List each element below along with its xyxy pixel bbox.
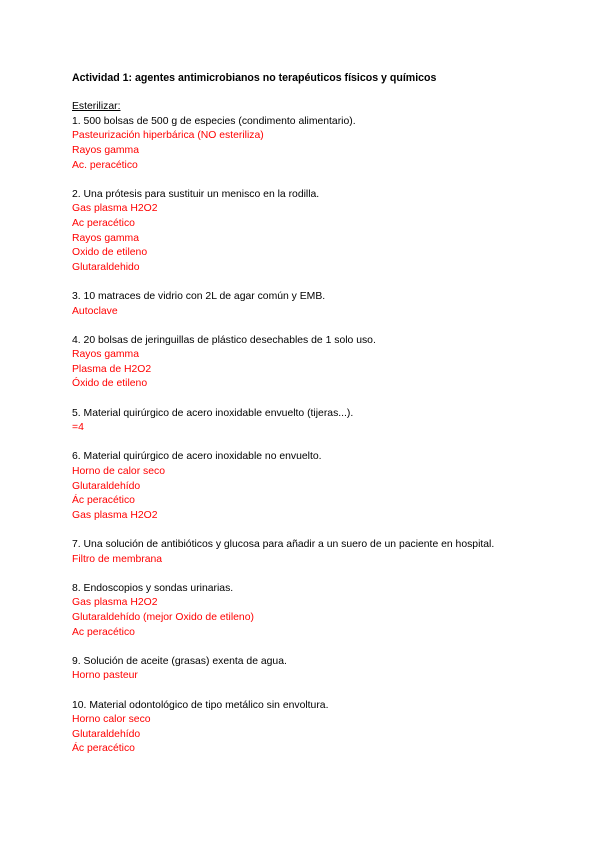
question-text: 10. Material odontológico de tipo metálico sin envoltura. xyxy=(72,699,329,711)
question-text: 4. 20 bolsas de jeringuillas de plástico desechables de 1 solo uso. xyxy=(72,334,376,346)
answer-item: Glutaraldehído xyxy=(72,728,141,740)
answer-item: Rayos gamma xyxy=(72,144,139,156)
document-page xyxy=(72,71,572,772)
question-block-10 xyxy=(72,699,572,757)
answer-item: =4 xyxy=(72,422,84,434)
question-block-2 xyxy=(72,188,572,276)
answer-item: Ác peracético xyxy=(72,743,135,755)
answer-item: Pasteurización hiperbárica (NO esteriliza) xyxy=(72,130,264,142)
answer-item: Gas plasma H2O2 xyxy=(72,509,158,521)
answer-item: Glutaraldehído (mejor Oxido de etileno) xyxy=(72,611,254,623)
answer-item: Horno de calor seco xyxy=(72,466,165,478)
question-block-7 xyxy=(72,538,572,567)
answer-item: Gas plasma H2O2 xyxy=(72,203,158,215)
answer-item: Rayos gamma xyxy=(72,349,139,361)
answer-item: Oxido de etileno xyxy=(72,247,148,259)
answer-item: Rayos gamma xyxy=(72,232,139,244)
answer-item: Plasma de H2O2 xyxy=(72,363,152,375)
answer-item: Autoclave xyxy=(72,305,118,317)
answer-item: Filtro de membrana xyxy=(72,553,163,565)
question-text: 2. Una prótesis para sustituir un menisco en la rodilla. xyxy=(72,188,320,200)
question-text: 7. Una solución de antibióticos y glucosa para añadir a un suero de un paciente en hospital. xyxy=(72,539,495,550)
question-text: 9. Solución de aceite (grasas) exenta de agua. xyxy=(72,655,287,667)
question-block-4 xyxy=(72,334,572,392)
question-block-8 xyxy=(72,582,572,640)
document-title: Actividad 1: agentes antimicrobianos no terapéuticos físicos y químicos xyxy=(72,72,437,84)
question-text: 1. 500 bolsas de 500 g de especies (condimento alimentario). xyxy=(72,115,356,127)
question-block-5 xyxy=(72,407,572,436)
question-block-3 xyxy=(72,290,572,319)
answer-item: Horno calor seco xyxy=(72,714,151,726)
answer-item: Gas plasma H2O2 xyxy=(72,597,158,609)
section-label: Esterilizar: xyxy=(72,101,121,113)
answer-item: Horno pasteur xyxy=(72,670,138,682)
question-block-9 xyxy=(72,655,572,684)
answer-item: Ac. peracético xyxy=(72,159,138,171)
answer-item: Ac peracético xyxy=(72,217,135,229)
question-text: 8. Endoscopios y sondas urinarias. xyxy=(72,582,234,594)
question-text: 3. 10 matraces de vidrio con 2L de agar común y EMB. xyxy=(72,290,326,302)
answer-item: Glutaraldehído xyxy=(72,480,141,492)
answer-item: Glutaraldehido xyxy=(72,261,140,273)
question-text: 6. Material quirúrgico de acero inoxidable no envuelto. xyxy=(72,451,322,463)
question-block-6 xyxy=(72,450,572,523)
answer-item: Ac peracético xyxy=(72,626,135,638)
answer-item: Óxido de etileno xyxy=(72,378,148,390)
answer-item: Ác peracético xyxy=(72,495,135,507)
question-list xyxy=(72,115,572,757)
question-text: 5. Material quirúrgico de acero inoxidable envuelto (tijeras...). xyxy=(72,407,354,419)
question-block-1 xyxy=(72,115,572,173)
